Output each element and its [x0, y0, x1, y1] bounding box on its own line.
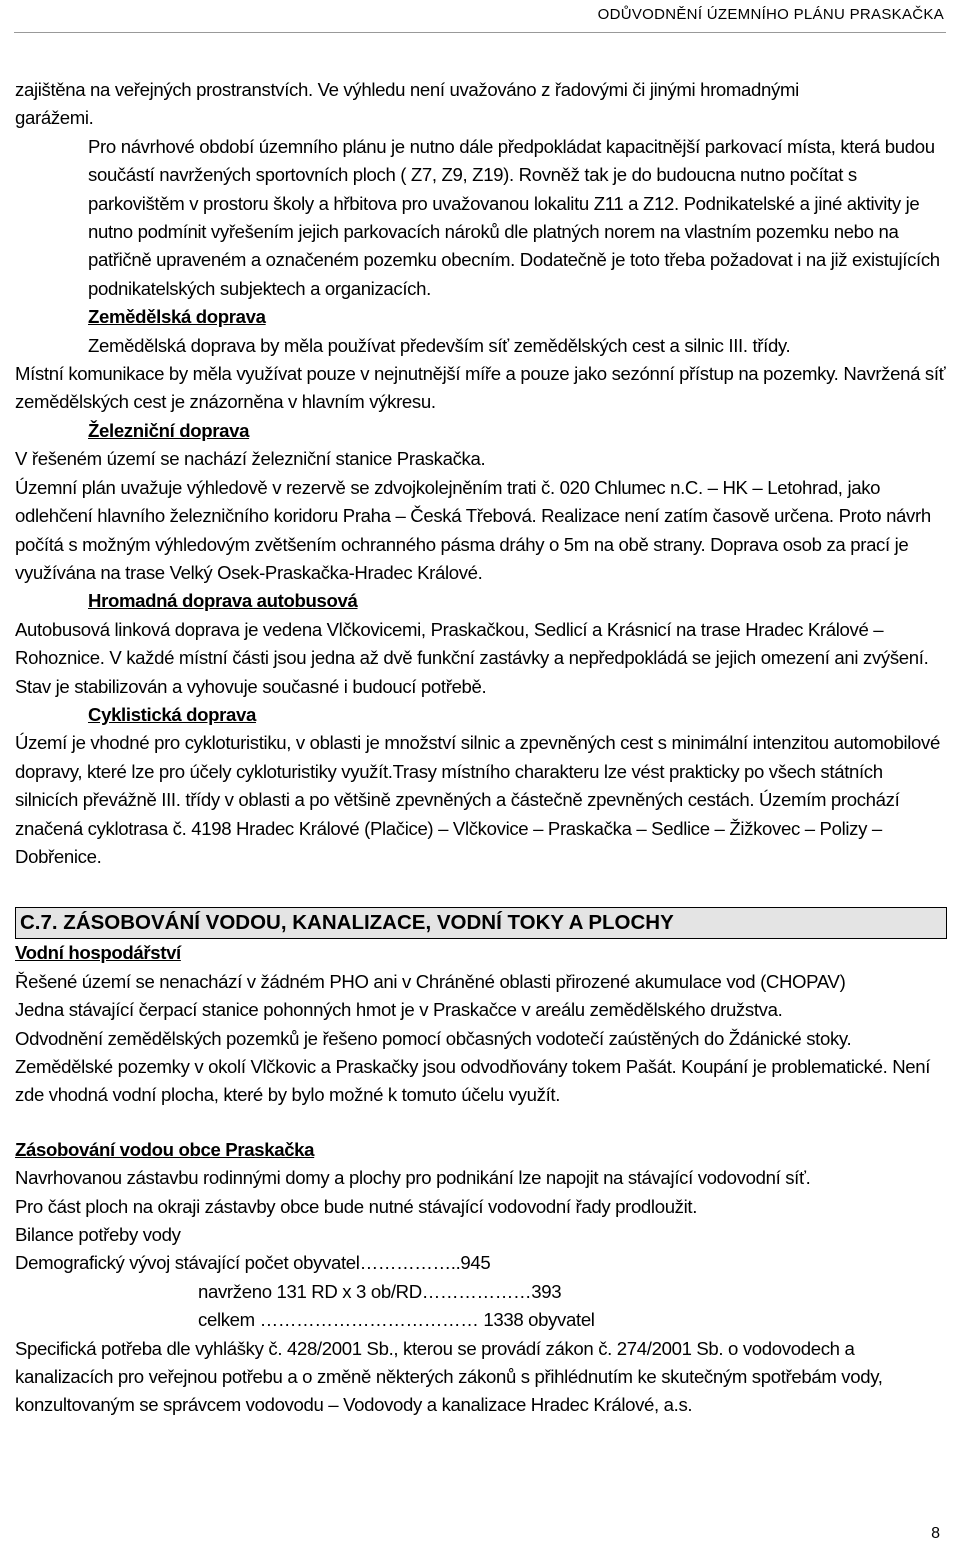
supply-total: celkem ……………………………… 1338 obyvatel: [198, 1309, 595, 1331]
bus-paragraph: Autobusová linková doprava je vedena Vlčkovicemi, Praskačkou, Sedlicí a Krásnicí na trase Hradec Králové – Rohoznice. V každé místní části jsou jedna až dvě funkční zastávky a nepředpokládá se jejich omezení ani zvýšení. Stav je stabilizován a vyhovuje současné i budoucí potřebě.: [15, 618, 929, 697]
spacer: [15, 871, 947, 897]
water-text-3: Odvodnění zemědělských pozemků je řešeno pomocí občasných vodotečí zaústěných do Ždánické stoky. Zemědělské pozemky v okolí Vlčkovic a Praskačky jsou odvodňovány tokem Pašát. Koupání je problematické. Není zde vhodná vodní plocha, které by bylo možné k tomuto účelu využít.: [15, 1027, 931, 1106]
supply-text-1: Navrhovanou zástavbu rodinnými domy a plochy pro podnikání lze napojit na stávající vodovodní síť.: [15, 1167, 811, 1189]
running-header: ODŮVODNĚNÍ ÚZEMNÍHO PLÁNU PRASKAČKA: [597, 6, 944, 23]
parking-line-1: zajištěna na veřejných prostranstvích. Ve výhledu není uvažováno z řadovými či jinými hromadnými: [15, 79, 799, 100]
agri-line-1: Zemědělská doprava by měla používat především síť zemědělských cest a silnic III. třídy.: [88, 334, 791, 356]
section-title-c7: C.7. ZÁSOBOVÁNÍ VODOU, KANALIZACE, VODNÍ TOKY A PLOCHY: [15, 907, 947, 939]
page-number: 8: [931, 1525, 940, 1542]
spacer: [15, 1110, 947, 1136]
supply-heading: Zásobování vodou obce Praskačka: [15, 1138, 315, 1160]
water-heading: Vodní hospodářství: [15, 942, 181, 964]
supply-proposed: navrženo 131 RD x 3 ob/RD………………393: [198, 1280, 562, 1302]
rail-heading: Železniční doprava: [88, 419, 250, 441]
agri-heading: Zemědělská doprava: [88, 306, 266, 328]
document-body: [15, 76, 947, 1420]
bike-heading: Cyklistická doprava: [88, 703, 257, 725]
rail-paragraph: Územní plán uvažuje výhledově v rezervě se zdvojkolejněním trati č. 020 Chlumec n.C. – HK – Letohrad, jako odlehčení hlavního železničního koridoru Praha – Česká Třebová. Realizace není zatím časově určena. Proto návrh počítá s možným výhledovým zvětšením ochranného pásma dráhy o 5m na obě strany. Doprava osob za prací je využívána na trase Velký Osek-Praskačka-Hradec Králové.: [15, 476, 931, 583]
bike-paragraph: Území je vhodné pro cykloturistiku, v oblasti je množství silnic a zpevněných cest s minimální intenzitou automobilové dopravy, které lze pro účely cykloturistiky využít.Trasy místního charakteru lze vést prakticky po všech státních silnicích převážně III. třídy v oblasti a po většině zpevněných a částečně zpevněných cestách. Územím prochází značená cyklotrasa č. 4198 Hradec Králové (Plačice) – Vlčkovice – Praskačka – Sedlice – Žižkovec – Polizy – Dobřenice.: [15, 732, 940, 867]
supply-balance: Bilance potřeby vody: [15, 1224, 181, 1246]
rail-line-1: V řešeném území se nachází železniční stanice Praskačka.: [15, 448, 486, 470]
water-text-1: Řešené území se nenachází v žádném PHO ani v Chráněné oblasti přirozené akumulace vod (CHOPAV): [15, 970, 846, 992]
supply-text-2: Pro část ploch na okraji zástavby obce bude nutné stávající vodovodní řady prodloužit.: [15, 1195, 698, 1217]
agri-paragraph: Místní komunikace by měla využívat pouze v nejnutnější míře a pouze jako sezónní přístup na pozemky. Navržená síť zemědělských cest je znázorněna v hlavním výkresu.: [15, 363, 946, 413]
parking-line-2: garážemi.: [15, 107, 94, 129]
supply-demographic: Demografický vývoj stávající počet obyvatel……………..945: [15, 1252, 491, 1274]
parking-paragraph: Pro návrhové období územního plánu je nutno dále předpokládat kapacitnější parkovací místa, která budou součástí navržených sportovních ploch ( Z7, Z9, Z19). Rovněž tak je do budoucna nutno počítat s parkovištěm v prostoru školy a hřbitova pro uvažovanou lokalitu Z11 a Z12. Podnikatelské a jiné aktivity je nutno podmínit vyřešením jejich parkovacích nároků dle platných norem na vlastním pozemku nebo na patřičně upraveném a označeném pozemku obecním. Dodatečně je toto třeba požadovat i na již existujících podnikatelských subjektech a organizacích.: [88, 135, 940, 299]
water-text-2: Jedna stávající čerpací stanice pohonných hmot je v Praskačce v areálu zemědělského družstva.: [15, 999, 783, 1021]
supply-text-3: Specifická potřeba dle vyhlášky č. 428/2001 Sb., kterou se provádí zákon č. 274/2001 Sb. o vodovodech a kanalizacích pro veřejnou potřebu a o změně některých zákonů s přihlédnutím ke skutečným spotřebám vody, konzultovaným se správcem vodovodu – Vodovody a kanalizace Hradec Králové, a.s.: [15, 1337, 883, 1416]
bus-heading: Hromadná doprava autobusová: [88, 590, 358, 612]
header-rule: [14, 32, 946, 33]
